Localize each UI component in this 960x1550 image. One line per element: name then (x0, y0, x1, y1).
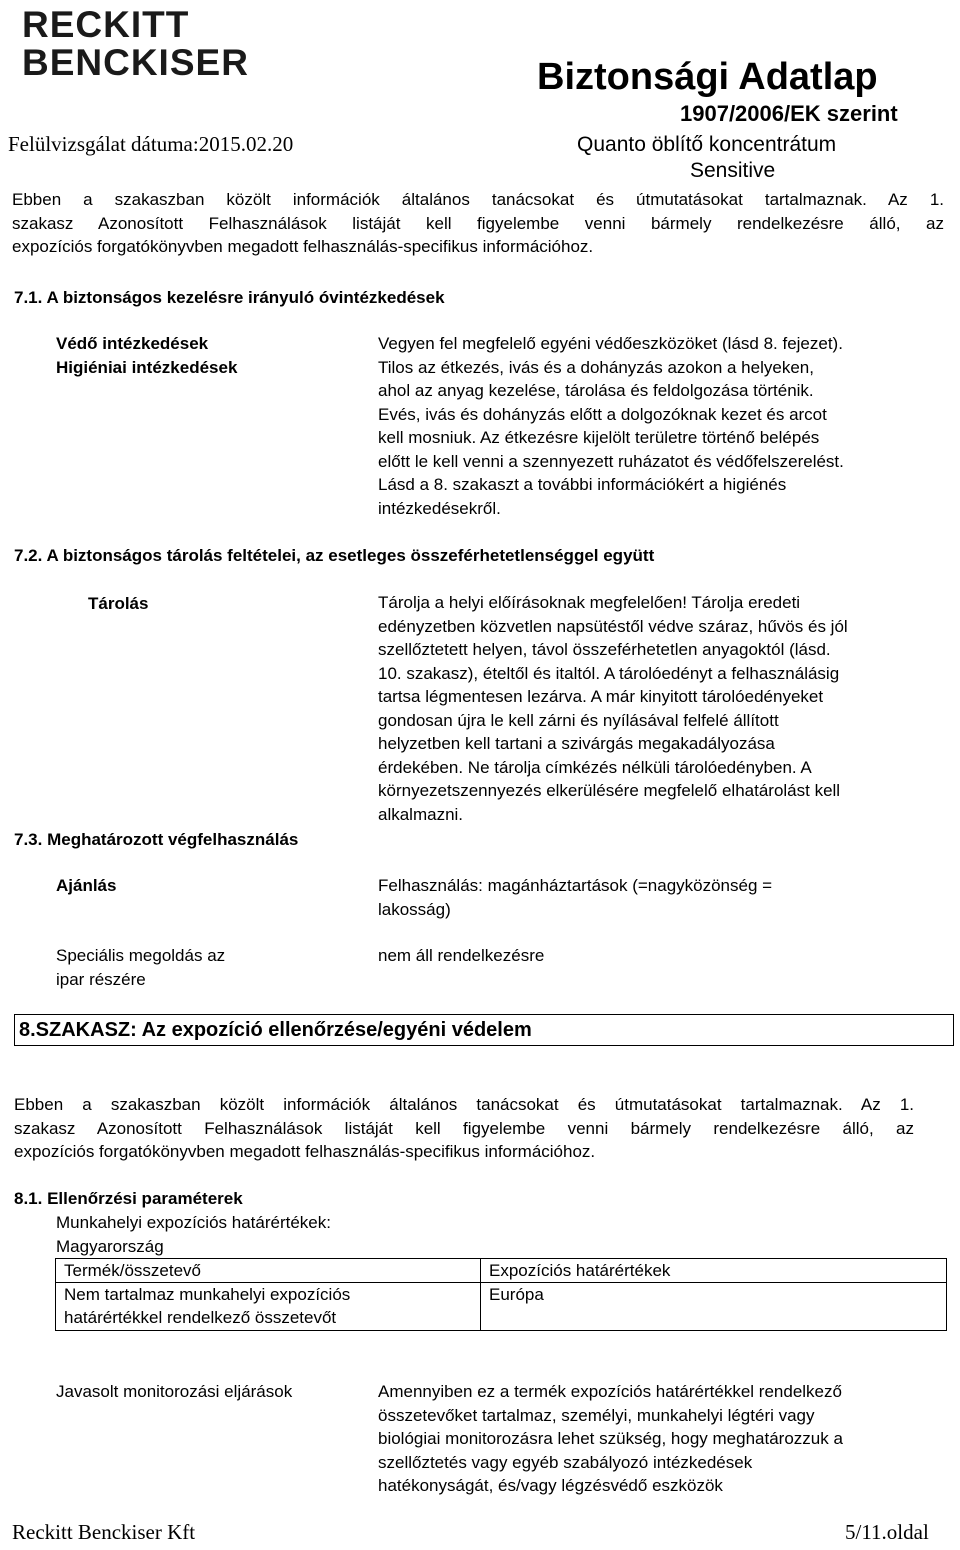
label-industrial-solution (56, 944, 225, 991)
product-variant: Sensitive (690, 159, 776, 182)
intro-line: expozíciós forgatókönyvben megadott felhasználás-specifikus információhoz. (14, 1142, 596, 1161)
text-line: ahol az anyag kezelése, tárolása és feldolgozása történik. (378, 381, 814, 400)
cell-line: határértékkel rendelkező összetevőt (64, 1308, 337, 1327)
country-label: Magyarország (56, 1237, 164, 1256)
intro-line: Ebben a szakaszban közölt információk általános tanácsokat és útmutatásokat tartalmaznak. Az 1. (12, 190, 944, 209)
label-storage: Tárolás (88, 594, 149, 613)
text-line: gondosan újra le kell zárni és nyílásával felfelé állított (378, 710, 779, 730)
hygiene-text (378, 332, 944, 520)
text-line: Amennyiben ez a termék expozíciós határértékkel rendelkező (378, 1382, 842, 1401)
text-line: összetevőket tartalmaz, személyi, munkahelyi légtéri vagy (378, 1405, 815, 1425)
text-line: edényzetben közvetlen napsütéstől védve száraz, hűvös és jól (378, 616, 848, 636)
table-cell: Európa (481, 1283, 947, 1331)
company-logo (22, 4, 249, 88)
table-header-cell: Termék/összetevő (56, 1259, 481, 1283)
text-line: érdekében. Ne tárolja címkézés nélküli tárolóedényben. A (378, 757, 812, 777)
text-line: kell mosniuk. Az étkezésre kijelölt területre történő belépés (378, 428, 820, 447)
section-8-intro (14, 1093, 914, 1164)
text-line: ipar részére (56, 969, 146, 989)
text-line: tartsa légmentesen lezárva. A már kinyitott tárolóedényeket (378, 687, 824, 706)
text-line: Speciális megoldás az (56, 946, 226, 965)
label-recommendation: Ajánlás (56, 876, 117, 895)
text-line: előtt le kell venni a szennyezett ruházatot és védőfelszerelést. (378, 451, 844, 471)
section-8-title: 8.SZAKASZ: Az expozíció ellenőrzése/egyéni védelem (14, 1014, 954, 1046)
text-line: lakosság) (378, 899, 451, 919)
document-title: Biztonsági Adatlap (537, 56, 878, 98)
intro-line: expozíciós forgatókönyvben megadott felhasználás-specifikus információhoz. (12, 237, 594, 256)
text-line: helyzetben kell tartani a szivárgás megakadályozása (378, 734, 775, 753)
product-name: Quanto öblítő koncentrátum (577, 133, 837, 156)
workplace-limits-label: Munkahelyi expozíciós határértékek: (56, 1213, 331, 1232)
table-row (56, 1283, 947, 1331)
text-line: 10. szakasz), ételtől és italtól. A tárolóedényt a felhasználásig (378, 663, 840, 683)
section-7-1-heading: 7.1. A biztonságos kezelésre irányuló óvintézkedések (14, 288, 445, 307)
section-7-3-heading: 7.3. Meghatározott végfelhasználás (14, 830, 299, 849)
intro-paragraph (12, 188, 944, 259)
regulation-reference: 1907/2006/EK szerint (680, 101, 898, 126)
text-line: Vegyen fel megfelelő egyéni védőeszközöket (lásd 8. fejezet). (378, 334, 843, 353)
revision-date: Felülvizsgálat dátuma:2015.02.20 (8, 132, 294, 156)
text-line: intézkedésekről. (378, 498, 501, 518)
table-header-row (56, 1259, 947, 1283)
section-8-1-heading: 8.1. Ellenőrzési paraméterek (14, 1189, 243, 1208)
text-line: Felhasználás: magánháztartások (=nagyközönség = (378, 876, 773, 895)
text-line: szellőztetés vagy egyéb szabályozó intézkedések (378, 1452, 753, 1472)
text-line: hatékonyságát, és/vagy légzésvédő eszközök (378, 1476, 723, 1495)
table-cell (56, 1283, 481, 1331)
text-line: Evés, ivás és dohányzás előtt a dolgozóknak kezet és arcot (378, 404, 827, 424)
intro-line: szakasz Azonosított Felhasználások listáját kell figyelembe venni bármely rendelkezésre álló, az (12, 213, 944, 233)
text-line: Tilos az étkezés, ivás és a dohányzás azokon a helyeken, (378, 357, 814, 377)
monitoring-label: Javasolt monitorozási eljárások (56, 1382, 293, 1401)
cell-line: Nem tartalmaz munkahelyi expozíciós (64, 1285, 351, 1304)
storage-text (378, 591, 944, 826)
text-line: környezetszennyezés elkerülésére megfelelő elhatárolást kell (378, 781, 841, 800)
logo-line1: RECKITT (22, 4, 190, 45)
intro-line: szakasz Azonosított Felhasználások listáját kell figyelembe venni bármely rendelkezésre álló, az (14, 1118, 914, 1138)
label-hygiene-measures: Higiéniai intézkedések (56, 358, 238, 377)
text-line: Lásd a 8. szakaszt a további információkért a higiénés (378, 475, 787, 494)
text-line: biológiai monitorozásra lehet szükség, hogy meghatározzuk a (378, 1429, 843, 1448)
industrial-solution-value: nem áll rendelkezésre (378, 946, 545, 965)
intro-line: Ebben a szakaszban közölt információk általános tanácsokat és útmutatásokat tartalmaznak. Az 1. (14, 1095, 914, 1114)
label-protective-measures: Védő intézkedések (56, 334, 209, 353)
footer-company: Reckitt Benckiser Kft (12, 1520, 196, 1544)
section-7-2-heading: 7.2. A biztonságos tárolás feltételei, az esetleges összeférhetetlenséggel együtt (14, 546, 655, 565)
text-line: Tárolja a helyi előírásoknak megfelelően! Tárolja eredeti (378, 593, 801, 612)
text-line: alkalmazni. (378, 804, 464, 824)
table-header-cell: Expozíciós határértékek (481, 1259, 947, 1283)
logo-line2: BENCKISER (22, 42, 249, 83)
monitoring-text (378, 1380, 944, 1498)
footer-page-number: 5/11.oldal (845, 1520, 929, 1544)
recommendation-text (378, 874, 944, 921)
text-line: szellőztetett helyen, távol összeférhetetlen anyagoktól (lásd. (378, 640, 831, 659)
exposure-limits-table (55, 1258, 947, 1331)
